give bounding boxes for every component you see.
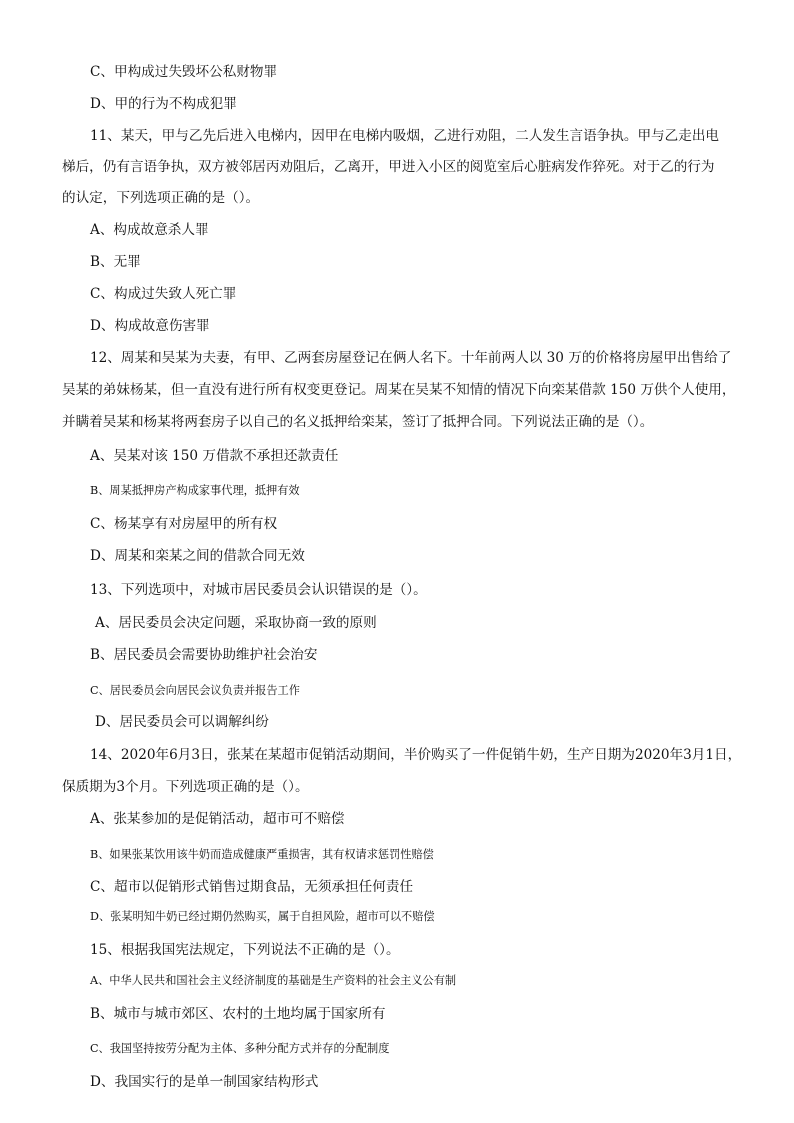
option-a-q14: A、张某参加的是促销活动，超市可不赔偿 [90, 811, 345, 827]
option-a-q15: A、中华人民共和国社会主义经济制度的基础是生产资料的社会主义公有制 [90, 974, 457, 987]
option-c-q13: C、居民委员会向居民会议负责并报告工作 [90, 684, 300, 697]
question-15: 15、根据我国宪法规定，下列说法不正确的是（）。 [90, 942, 400, 958]
option-d-q11: D、构成故意伤害罪 [90, 318, 210, 334]
option-d-q14: D、张某明知牛奶已经过期仍然购买，属于自担风险，超市可以不赔偿 [90, 910, 435, 923]
option-a-q12: A、吴某对该 150 万借款不承担还款责任 [90, 448, 339, 464]
option-c-q12: C、杨某享有对房屋甲的所有权 [90, 516, 278, 532]
option-b-q12: B、周某抵押房产构成家事代理，抵押有效 [90, 484, 300, 497]
option-b-q15: B、城市与城市郊区、农村的土地均属于国家所有 [90, 1006, 386, 1022]
option-d-q13: D、居民委员会可以调解纠纷 [95, 714, 270, 730]
option-c-q11: C、构成过失致人死亡罪 [90, 286, 237, 302]
question-11-line-2: 梯后，仍有言语争执，双方被邻居丙劝阻后，乙离开，甲进入小区的阅览室后心脏病发作猝死。对于乙的行为 [62, 159, 715, 175]
option-b-q13: B、居民委员会需要协助维护社会治安 [90, 647, 318, 663]
question-13: 13、下列选项中，对城市居民委员会认识错误的是（）。 [90, 582, 427, 598]
question-14-line-2: 保质期为3个月。下列选项正确的是（）。 [62, 779, 309, 795]
question-12-line-1: 12、周某和吴某为夫妻，有甲、乙两套房屋登记在俩人名下。十年前两人以 30 万的价格将房屋甲出售给了 [90, 350, 732, 366]
option-c-q14: C、超市以促销形式销售过期食品，无须承担任何责任 [90, 879, 414, 895]
option-a-q11: A、构成故意杀人罪 [90, 222, 209, 238]
option-b-q11: B、无罪 [90, 254, 141, 270]
option-c-q10: C、甲构成过失毁坏公私财物罪 [90, 64, 278, 80]
option-c-q15: C、我国坚持按劳分配为主体、多种分配方式并存的分配制度 [90, 1042, 390, 1055]
question-12-line-3: 并瞒着吴某和杨某将两套房子以自己的名义抵押给栾某，签订了抵押合同。下列说法正确的是（）。 [62, 414, 654, 430]
question-11-line-1: 11、某天，甲与乙先后进入电梯内，因甲在电梯内吸烟，乙进行劝阻，二人发生言语争执。甲与乙走出电 [90, 128, 720, 144]
option-a-q13: A、居民委员会决定问题，采取协商一致的原则 [95, 615, 377, 631]
option-d-q10: D、甲的行为不构成犯罪 [90, 96, 237, 112]
option-d-q12: D、周某和栾某之间的借款合同无效 [90, 548, 305, 564]
question-12-line-2: 吴某的弟妹杨某，但一直没有进行所有权变更登记。周某在吴某不知情的情况下向栾某借款 150 万供个人使用， [62, 382, 736, 398]
question-11-line-3: 的认定，下列选项正确的是（）。 [62, 190, 260, 206]
question-14-line-1: 14、2020年6月3日，张某在某超市促销活动期间，半价购买了一件促销牛奶，生产日期为2020年3月1日， [90, 747, 742, 763]
option-b-q14: B、如果张某饮用该牛奶而造成健康严重损害，其有权请求惩罚性赔偿 [90, 848, 434, 861]
option-d-q15: D、我国实行的是单一制国家结构形式 [90, 1074, 319, 1090]
